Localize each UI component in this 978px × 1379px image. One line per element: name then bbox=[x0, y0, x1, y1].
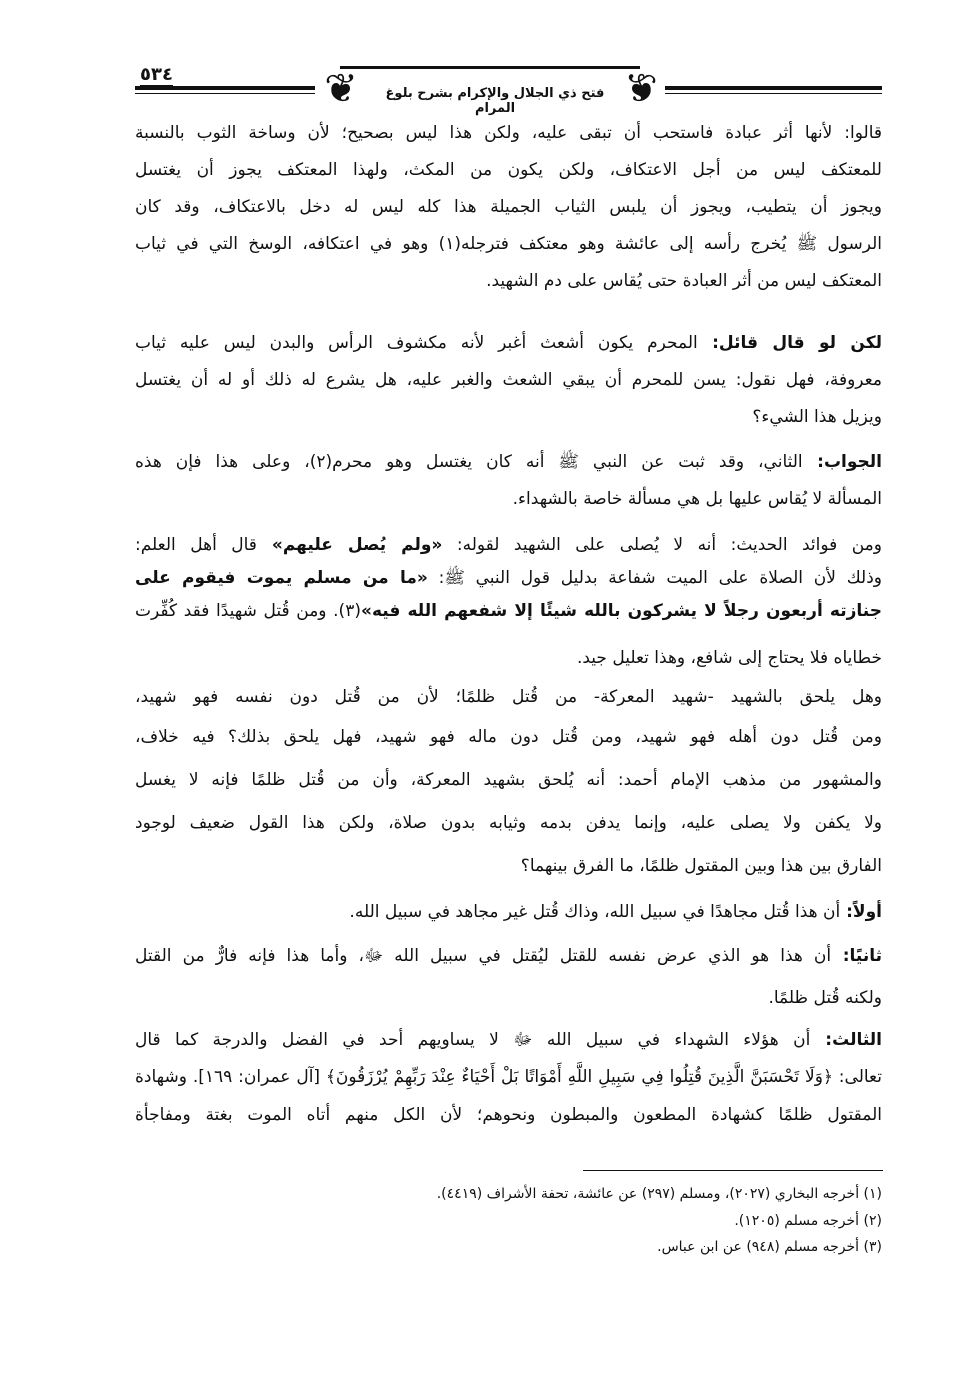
text-segment: للمعتكف ليس من أجل الاعتكاف، ولكن يكون من المكث، ولهذا المعتكف يجوز أن يغتسل bbox=[135, 160, 882, 180]
text-segment: معروفة، فهل نقول: يسن للمحرم أن يبقي الشعث والغبر عليه، هل يشرع له ذلك أو له أن يغتسل bbox=[135, 370, 882, 390]
footnote-divider bbox=[583, 1170, 883, 1171]
text-line bbox=[135, 1103, 882, 1127]
ornament-right-icon: ❦ bbox=[624, 66, 658, 112]
bold-text: أولاً: bbox=[840, 902, 882, 922]
text-segment: ولا يكفن ولا يصلى عليه، وإنما يدفن بدمه وثيابه بدون صلاة، ولكن هذا القول ضعيف لوجود bbox=[135, 813, 882, 833]
text-line bbox=[135, 487, 882, 511]
text-segment: (٣). ومن قُتل شهيدًا فقد كُفِّرت bbox=[135, 601, 361, 621]
text-line bbox=[135, 566, 882, 590]
bold-text: «ولم يُصل عليهم» bbox=[256, 535, 443, 555]
ornament-left-icon: ❦ bbox=[324, 66, 358, 112]
text-segment: المعتكف ليس من أثر العبادة حتى يُقاس على دم الشهيد. bbox=[486, 271, 882, 291]
text-segment: ويزيل هذا الشيء؟ bbox=[752, 407, 882, 427]
text-line bbox=[135, 331, 882, 355]
text-line bbox=[135, 685, 882, 709]
text-line bbox=[135, 900, 882, 924]
text-segment: أن هذا هو الذي عرض نفسه للقتل ليُقتل في سبيل الله ﷻ، وأما هذا فإنه فارٌّ من القتل bbox=[135, 946, 832, 966]
text-segment: وهل يلحق بالشهيد -شهيد المعركة- من قُتل ظلمًا؛ لأن من قُتل دون نفسه فهو شهيد، bbox=[135, 687, 882, 707]
bold-text: جنازته أربعون رجلاً لا يشركون بالله شيئًا إلا شفعهم الله فيه» bbox=[360, 601, 882, 621]
text-segment: الفارق بين هذا وبين المقتول ظلمًا، ما الفرق بينهما؟ bbox=[520, 856, 882, 876]
text-line bbox=[135, 232, 882, 256]
text-line bbox=[135, 533, 882, 557]
text-segment: أن هذا قُتل مجاهدًا في سبيل الله، وذاك قُتل غير مجاهد في سبيل الله. bbox=[349, 902, 841, 922]
text-line bbox=[135, 195, 882, 219]
text-line bbox=[135, 1028, 882, 1052]
footnote: (٢) أخرجه مسلم (١٢٠٥). bbox=[734, 1213, 882, 1229]
text-line bbox=[135, 368, 882, 392]
text-line bbox=[135, 269, 882, 293]
bold-text: الجواب: bbox=[802, 452, 882, 472]
text-line bbox=[135, 450, 882, 474]
text-segment: أن هؤلاء الشهداء في سبيل الله ﷻ لا يساويهم أحد في الفضل والدرجة كما قال bbox=[135, 1030, 811, 1050]
text-line bbox=[135, 854, 882, 878]
page-number: ٥٣٤ bbox=[140, 64, 173, 85]
text-segment: الثاني، وقد ثبت عن النبي ﷺ أنه كان يغتسل وهو محرم(٢)، وعلى هذا فإن هذه bbox=[135, 452, 803, 472]
text-line bbox=[135, 725, 882, 749]
bold-text: لكن لو قال قائل: bbox=[697, 333, 882, 353]
text-segment: المحرم يكون أشعث أغبر لأنه مكشوف الرأس والبدن ليس عليه ثياب bbox=[135, 333, 698, 353]
text-line bbox=[135, 158, 882, 182]
text-segment: ومن فوائد الحديث: أنه لا يُصلى على الشهيد لقوله: bbox=[442, 535, 882, 555]
footnote: (١) أخرجه البخاري (٢٠٢٧)، ومسلم (٢٩٧) عن عائشة، تحفة الأشراف (٤٤١٩). bbox=[436, 1186, 882, 1202]
text-segment: تعالى: ﴿وَلَا تَحْسَبَنَّ الَّذِينَ قُتِلُوا فِي سَبِيلِ اللَّهِ أَمْوَاتًا بَلْ أَحْيَاءٌ عِنْدَ رَبِّهِمْ يُرْزَقُونَ﴾ [آل عمران: ١٦٩]. وشهادة bbox=[135, 1067, 882, 1087]
text-segment: وذلك لأن الصلاة على الميت شفاعة بدليل قول النبي ﷺ: bbox=[427, 568, 882, 588]
text-line bbox=[135, 646, 882, 670]
text-line bbox=[135, 121, 882, 145]
header-rule-left-thin bbox=[135, 93, 315, 94]
footnote: (٣) أخرجه مسلم (٩٤٨) عن ابن عباس. bbox=[657, 1239, 882, 1255]
text-segment: قال أهل العلم: bbox=[135, 535, 257, 555]
bold-text: «ما من مسلم يموت فيقوم على bbox=[135, 568, 428, 588]
text-segment: ولكنه قُتل ظلمًا. bbox=[768, 988, 882, 1008]
text-segment: المسألة لا يُقاس عليها بل هي مسألة خاصة بالشهداء. bbox=[512, 489, 882, 509]
text-segment: قالوا: لأنها أثر عبادة فاستحب أن تبقى عليه، ولكن هذا ليس بصحيح؛ لأن وساخة الثوب بالنسبة bbox=[135, 123, 882, 143]
header-rule-right-thin bbox=[665, 93, 882, 94]
text-segment: خطاياه فلا يحتاج إلى شافع، وهذا تعليل جيد. bbox=[576, 648, 882, 668]
header-rule-right bbox=[665, 86, 882, 90]
bold-text: الثالث: bbox=[810, 1030, 882, 1050]
text-line bbox=[135, 1065, 882, 1089]
text-line bbox=[135, 599, 882, 623]
text-line bbox=[135, 405, 882, 429]
text-segment: ومن قُتل دون أهله فهو شهيد، ومن قُتل دون ماله فهو شهيد، فهل يلحق بذلك؟ فيه خلاف، bbox=[135, 727, 882, 747]
book-title: فتح ذي الجلال والإكرام بشرح بلوغ المرام bbox=[385, 86, 605, 116]
text-segment: الرسول ﷺ يُخرج رأسه إلى عائشة وهو معتكف فترجله(١) وهو في اعتكافه، الوسخ التي في ثياب bbox=[135, 234, 882, 254]
text-line bbox=[135, 811, 882, 835]
text-segment: والمشهور من مذهب الإمام أحمد: أنه يُلحق بشهيد المعركة، وأن من قُتل ظلمًا فإنه لا يغسل bbox=[135, 770, 882, 790]
text-line bbox=[135, 986, 882, 1010]
text-line bbox=[135, 768, 882, 792]
text-segment: المقتول ظلمًا كشهادة المطعون والمبطون ونحوهم؛ لأن الكل منهم أتاه الموت بغتة ومفاجأة bbox=[135, 1105, 882, 1125]
bold-text: ثانيًا: bbox=[831, 946, 882, 966]
header-rule-top bbox=[340, 66, 640, 69]
text-line bbox=[135, 944, 882, 968]
text-segment: ويجوز أن يتطيب، ويجوز أن يلبس الثياب الجميلة هذا كله ليس له دخل بالاعتكاف، وقد كان bbox=[135, 197, 882, 217]
header-rule-left bbox=[135, 86, 315, 90]
